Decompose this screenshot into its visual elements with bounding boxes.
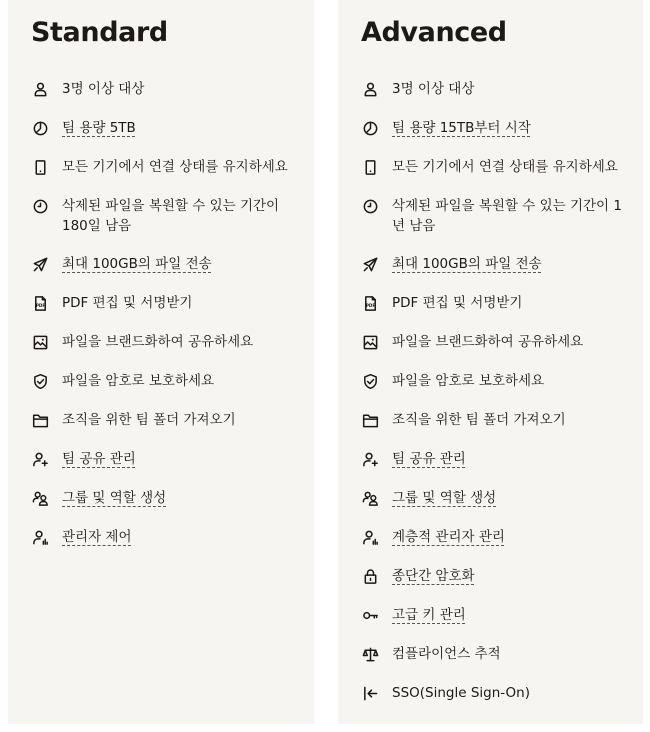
plan-card-advanced bbox=[338, 0, 643, 724]
feature-item bbox=[361, 79, 633, 118]
lock-icon bbox=[361, 567, 379, 585]
feature-list bbox=[361, 79, 633, 722]
feature-item bbox=[361, 683, 633, 722]
feature-label[interactable]: 팀 공유 관리 bbox=[392, 451, 466, 467]
feature-label[interactable]: 관리자 제어 bbox=[62, 529, 132, 545]
plan-title: Standard bbox=[31, 17, 168, 48]
feature-label: 3명 이상 대상 bbox=[392, 81, 475, 97]
feature-label: 조직을 위한 팀 폴더 가져오기 bbox=[392, 412, 566, 428]
folder-icon bbox=[31, 411, 49, 429]
plan-title: Advanced bbox=[361, 17, 507, 48]
image-brand-icon bbox=[361, 333, 379, 351]
feature-label: 컴플라이언스 추적 bbox=[392, 646, 501, 662]
folder-icon bbox=[361, 411, 379, 429]
feature-label[interactable]: 그룹 및 역할 생성 bbox=[62, 490, 167, 506]
person-add-icon bbox=[31, 450, 49, 468]
feature-item bbox=[361, 293, 633, 332]
feature-label: 파일을 암호로 보호하세요 bbox=[62, 373, 215, 389]
feature-label[interactable]: 최대 100GB의 파일 전송 bbox=[392, 256, 542, 272]
feature-item bbox=[361, 118, 633, 157]
group-icon bbox=[31, 489, 49, 507]
feature-item bbox=[31, 527, 303, 566]
feature-item bbox=[361, 157, 633, 196]
admin-icon bbox=[31, 528, 49, 546]
feature-label: 삭제된 파일을 복원할 수 있는 기간이 180일 남음 bbox=[62, 198, 280, 234]
feature-item bbox=[31, 196, 303, 254]
feature-item bbox=[31, 254, 303, 293]
feature-label[interactable]: 팀 용량 5TB bbox=[62, 120, 136, 136]
feature-label: 3명 이상 대상 bbox=[62, 81, 145, 97]
feature-item bbox=[361, 332, 633, 371]
person-add-icon bbox=[361, 450, 379, 468]
feature-item bbox=[31, 332, 303, 371]
feature-label[interactable]: 최대 100GB의 파일 전송 bbox=[62, 256, 212, 272]
image-brand-icon bbox=[31, 333, 49, 351]
scales-icon bbox=[361, 645, 379, 663]
feature-item bbox=[361, 644, 633, 683]
svg-text:PDF: PDF bbox=[365, 302, 375, 308]
svg-text:PDF: PDF bbox=[35, 302, 45, 308]
sign-in-icon bbox=[361, 684, 379, 702]
feature-item bbox=[361, 488, 633, 527]
feature-item bbox=[31, 79, 303, 118]
feature-item bbox=[31, 157, 303, 196]
shield-check-icon bbox=[361, 372, 379, 390]
feature-label[interactable]: 팀 공유 관리 bbox=[62, 451, 136, 467]
feature-list bbox=[31, 79, 303, 566]
feature-item bbox=[31, 410, 303, 449]
pdf-icon bbox=[361, 294, 379, 312]
feature-label: 삭제된 파일을 복원할 수 있는 기간이 1년 남음 bbox=[392, 198, 622, 234]
feature-label: 파일을 브랜드화하여 공유하세요 bbox=[392, 334, 584, 350]
feature-label[interactable]: 계층적 관리자 관리 bbox=[392, 529, 505, 545]
feature-item bbox=[361, 527, 633, 566]
feature-item bbox=[361, 605, 633, 644]
plan-card-standard bbox=[8, 0, 314, 724]
clock-icon bbox=[361, 197, 379, 215]
feature-item bbox=[361, 410, 633, 449]
feature-item bbox=[31, 371, 303, 410]
feature-label[interactable]: 그룹 및 역할 생성 bbox=[392, 490, 497, 506]
device-icon bbox=[361, 158, 379, 176]
feature-item bbox=[361, 371, 633, 410]
feature-item bbox=[31, 118, 303, 157]
feature-label: PDF 편집 및 서명받기 bbox=[62, 295, 193, 311]
feature-label: 조직을 위한 팀 폴더 가져오기 bbox=[62, 412, 236, 428]
pdf-icon bbox=[31, 294, 49, 312]
feature-label[interactable]: 고급 키 관리 bbox=[392, 607, 466, 623]
feature-label: PDF 편집 및 서명받기 bbox=[392, 295, 523, 311]
paper-plane-icon bbox=[31, 255, 49, 273]
feature-item bbox=[361, 254, 633, 293]
feature-label: 모든 기기에서 연결 상태를 유지하세요 bbox=[392, 159, 618, 175]
feature-item bbox=[31, 449, 303, 488]
key-icon bbox=[361, 606, 379, 624]
person-icon bbox=[31, 80, 49, 98]
admin-icon bbox=[361, 528, 379, 546]
feature-item bbox=[361, 449, 633, 488]
paper-plane-icon bbox=[361, 255, 379, 273]
shield-check-icon bbox=[31, 372, 49, 390]
feature-label[interactable]: 팀 용량 15TB부터 시작 bbox=[392, 120, 531, 136]
feature-item bbox=[31, 488, 303, 527]
feature-label: 파일을 암호로 보호하세요 bbox=[392, 373, 545, 389]
feature-label: 모든 기기에서 연결 상태를 유지하세요 bbox=[62, 159, 288, 175]
feature-item bbox=[361, 566, 633, 605]
feature-item bbox=[361, 196, 633, 254]
feature-item bbox=[31, 293, 303, 332]
feature-label: 파일을 브랜드화하여 공유하세요 bbox=[62, 334, 254, 350]
device-icon bbox=[31, 158, 49, 176]
storage-gauge-icon bbox=[31, 119, 49, 137]
group-icon bbox=[361, 489, 379, 507]
feature-label: SSO(Single Sign-On) bbox=[392, 685, 530, 701]
person-icon bbox=[361, 80, 379, 98]
storage-gauge-icon bbox=[361, 119, 379, 137]
clock-icon bbox=[31, 197, 49, 215]
feature-label[interactable]: 종단간 암호화 bbox=[392, 568, 475, 584]
